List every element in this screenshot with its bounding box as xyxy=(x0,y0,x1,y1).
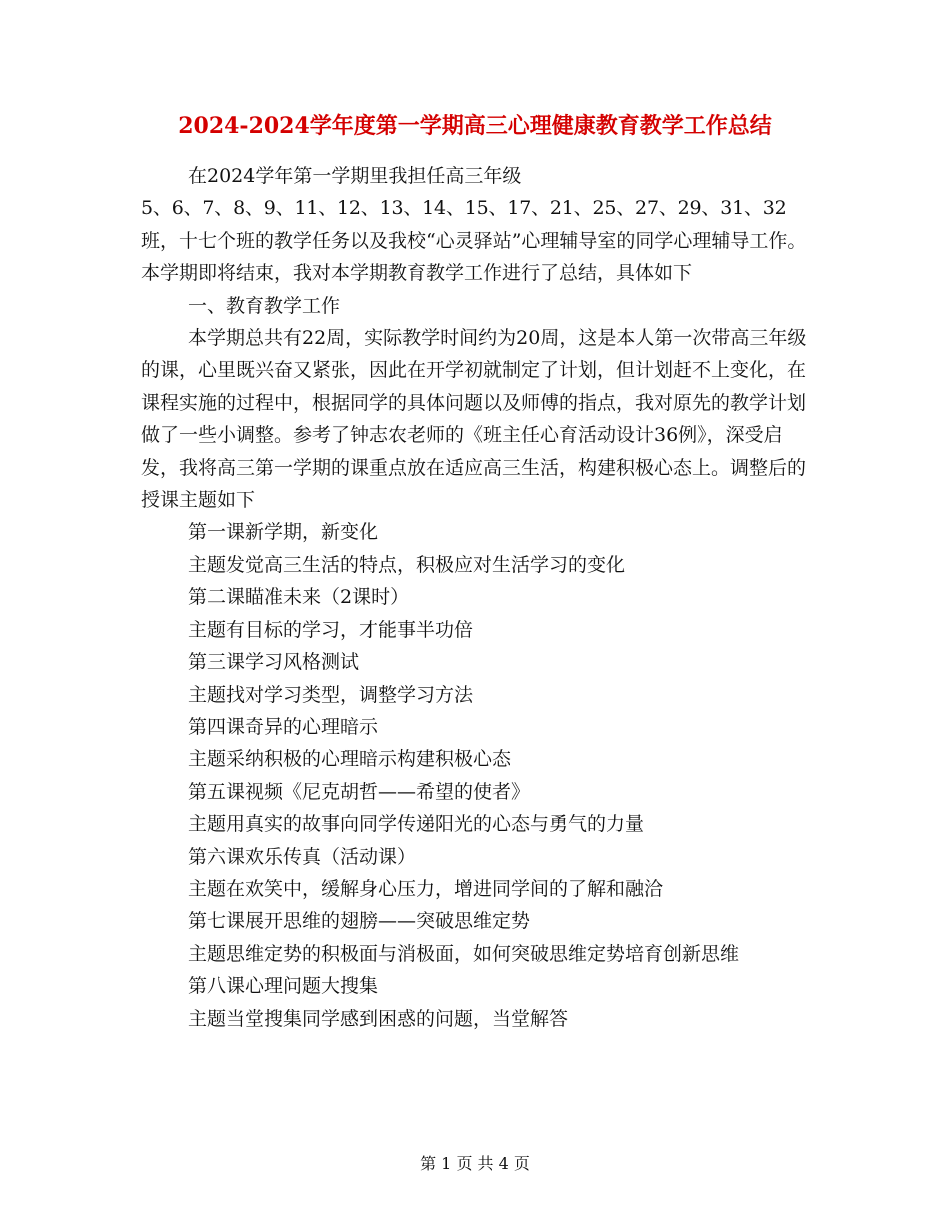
document-title: 2024-2024学年度第一学期高三心理健康教育教学工作总结 xyxy=(178,113,772,139)
page-footer: 第 1 页 共 4 页 xyxy=(420,1154,530,1173)
lesson-line: 第三课学习风格测试 xyxy=(188,651,360,674)
lesson-line: 第六课欢乐传真（活动课） xyxy=(188,845,417,868)
lesson-topic-line: 主题发觉高三生活的特点，积极应对生活学习的变化 xyxy=(188,553,626,576)
lesson-topic-line: 主题用真实的故事向同学传递阳光的心态与勇气的力量 xyxy=(188,813,645,836)
lesson-line: 第二课瞄准未来（2课时） xyxy=(188,586,410,609)
lesson-line: 第七课展开思维的翅膀——突破思维定势 xyxy=(188,910,531,933)
lesson-line: 第五课视频《尼克胡哲——希望的使者》 xyxy=(188,780,531,803)
lesson-line: 第四课奇异的心理暗示 xyxy=(188,715,379,738)
intro-class-list: 5、6、7、8、9、11、12、13、14、15、17、21、25、27、29、31、32 xyxy=(141,197,787,220)
section-heading: 一、教育教学工作 xyxy=(188,294,341,317)
intro-paragraph: 班，十七个班的教学任务以及我校“心灵驿站”心理辅导室的同学心理辅导工作。本学期即将结束，我对本学期教育教学工作进行了总结，具体如下 xyxy=(141,229,807,285)
intro-line: 在2024学年第一学期里我担任高三年级 xyxy=(188,165,522,187)
lesson-topic-line: 主题采纳积极的心理暗示构建积极心态 xyxy=(188,748,512,771)
lesson-topic-line: 主题当堂搜集同学感到困惑的问题，当堂解答 xyxy=(188,1007,569,1030)
lesson-topic-line: 主题在欢笑中，缓解身心压力，增进同学间的了解和融洽 xyxy=(188,877,664,900)
lesson-topic-line: 主题有目标的学习，才能事半功倍 xyxy=(188,618,474,641)
lesson-topic-line: 主题找对学习类型，调整学习方法 xyxy=(188,683,474,706)
lesson-line: 第八课心理问题大搜集 xyxy=(188,975,379,998)
lesson-topic-line: 主题思维定势的积极面与消极面，如何突破思维定势培育创新思维 xyxy=(188,942,740,965)
document-body xyxy=(141,160,811,1035)
section-paragraph: 本学期总共有22周，实际教学时间约为20周，这是本人第一次带高三年级的课，心里既兴奋又紧张，因此在开学初就制定了计划，但计划赶不上变化，在课程实施的过程中，根据同学的具体问题以及师傅的指点，我对原先的教学计划做了一些小调整。参考了钟志农老师的《班主任心育活动设计36例》，深受启发，我将高三第一学期的课重点放在适应高三生活，构建积极心态上。调整后的授课主题如下 xyxy=(141,327,807,512)
lesson-line: 第一课新学期，新变化 xyxy=(188,521,379,544)
